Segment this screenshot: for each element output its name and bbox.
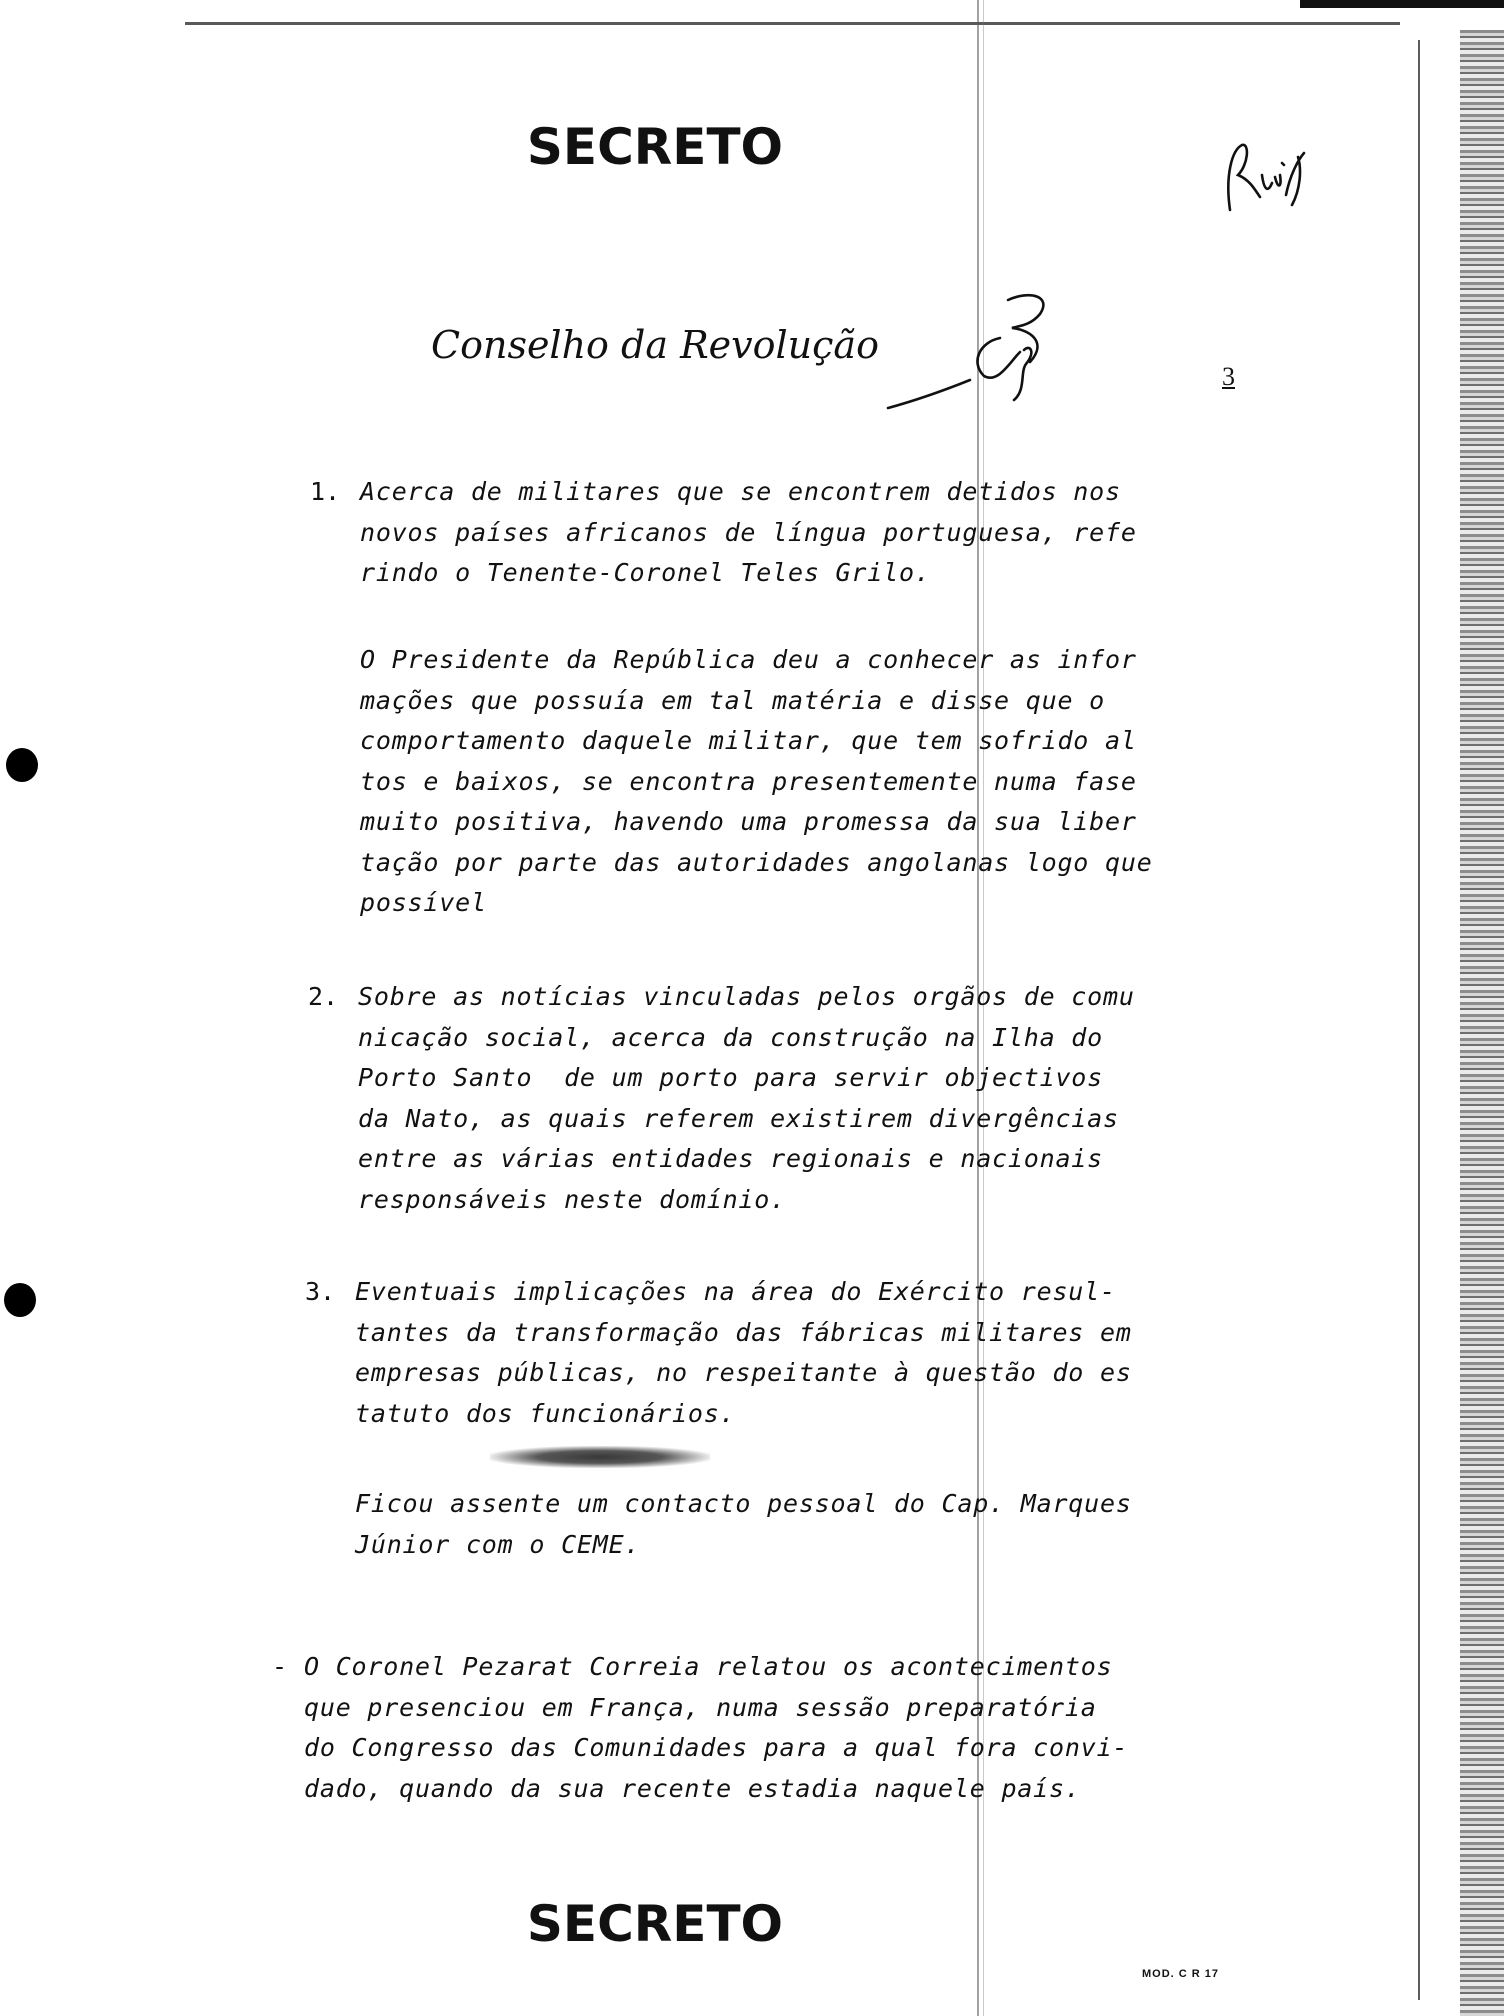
item-line: tação por parte das autoridades angolanas logo que (360, 847, 1153, 877)
item-line: entre as várias entidades regionais e nacionais (358, 1144, 1104, 1173)
ink-smudge (490, 1446, 710, 1468)
item-line: nicação social, acerca da construção na Ilha do (358, 1022, 1104, 1052)
item-line: rindo o Tenente-Coronel Teles Grilo. (360, 558, 931, 587)
item-line: responsáveis neste domínio. (358, 1184, 786, 1214)
item-line: Acerca de militares que se encontrem detidos nos (360, 477, 1121, 506)
item-line: dado, quando da sua recente estadia naquele país. (304, 1773, 1081, 1803)
item-line: muito positiva, havendo uma promessa da sua liber (360, 807, 1137, 836)
item-line: tatuto dos funcionários. (355, 1398, 736, 1428)
item-line: tantes da transformação das fábricas militares em (355, 1317, 1132, 1347)
item-line: novos países africanos de língua portuguesa, refe (360, 517, 1137, 547)
item-line: tos e baixos, se encontra presentemente numa fase (360, 766, 1137, 796)
item-line: que presenciou em França, numa sessão preparatória (304, 1692, 1097, 1722)
scan-top-rule (185, 22, 1400, 25)
item-line: Sobre as notícias vinculadas pelos orgãos de comu (358, 982, 1135, 1011)
classification-stamp-bottom: SECRETO (526, 1895, 784, 1953)
item-line: Ficou assente um contacto pessoal do Cap. Marques (355, 1489, 1132, 1518)
item-line: do Congresso das Comunidades para a qual fora convi- (304, 1733, 1129, 1762)
item-3-resolution (355, 1484, 1132, 1565)
punch-hole-top (6, 748, 38, 782)
item-1-resolution (360, 640, 1153, 924)
item-line: O Presidente da República deu a conhecer as infor (360, 645, 1137, 674)
item-number: 2. (308, 982, 339, 1011)
letterhead-title: Conselho da Revolução (431, 323, 879, 367)
list-dash: - (272, 1652, 288, 1681)
item-line: mações que possuía em tal matéria e disse que o (360, 685, 1106, 715)
scan-right-frame (1418, 40, 1420, 2000)
handwritten-initials-icon (1220, 135, 1310, 225)
item-line: empresas públicas, no respeitante à questão do es (355, 1358, 1132, 1387)
item-line: Eventuais implicações na área do Exército resul- (355, 1277, 1116, 1306)
item-line: possível (360, 888, 487, 917)
item-line: Porto Santo de um porto para servir objectivos (358, 1063, 1104, 1092)
item-number: 1. (310, 477, 341, 506)
form-code: MOD. C R 17 (1142, 1968, 1220, 1980)
punch-hole-bottom (4, 1283, 36, 1317)
item-number: 3. (305, 1277, 336, 1306)
page-number: 3 (1222, 362, 1235, 391)
item-line: da Nato, as quais referem existirem divergências (358, 1103, 1119, 1133)
item-line: O Coronel Pezarat Correia relatou os acontecimentos (304, 1652, 1113, 1681)
item-line: Júnior com o CEME. (355, 1529, 641, 1559)
item-line: comportamento daquele militar, que tem sofrido al (360, 726, 1137, 755)
scan-top-edge (1300, 0, 1504, 8)
handwritten-rubric-icon (880, 280, 1080, 410)
classification-stamp-top: SECRETO (526, 118, 784, 176)
scan-right-edge (1460, 30, 1504, 2016)
